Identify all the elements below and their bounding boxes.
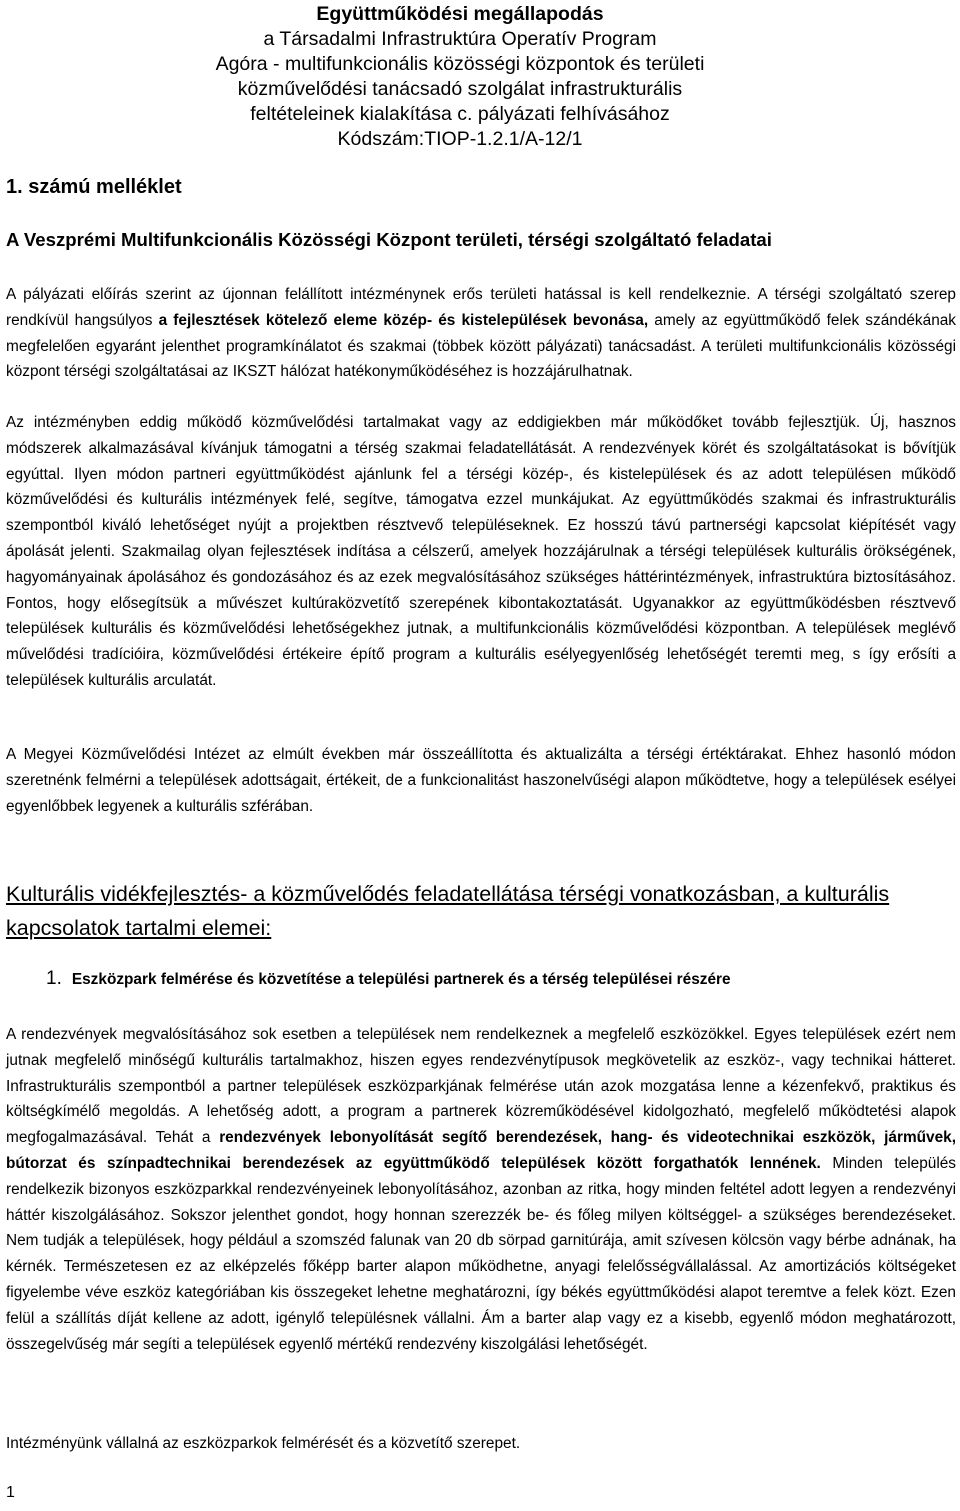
list-item-title: Eszközpark felmérése és közvetítése a települési partnerek és a térség települései részére <box>71 971 731 988</box>
header-line: feltételeinek kialakítása c. pályázati felhívásához <box>250 103 670 125</box>
main-title: A Veszprémi Multifunkcionális Közösségi Központ területi, térségi szolgáltató feladatai <box>6 229 772 250</box>
header-line: Agóra - multifunkcionális közösségi központok és területi <box>215 53 705 75</box>
agreement-title: Együttműködési megállapodás <box>316 3 604 25</box>
development-paragraph: Az intézményben eddig működő közművelődési tartalmakat vagy az eddigiekben már működőket tovább fejlesztjük. Új, hasznos módszerek alkalmazásával kívánjuk támogatni a térség szakmai feladatellátását. A rendezvények körét és szolgáltatásokat is bővítjük egyúttal. Ilyen módon partneri együttműködést ajánlunk fel a térségi közép-, és kistelepülések és az adott településen működő közművelődési és kulturális intézmények felé, segítve, támogatva ezzel munkájukat. Az együttműködés szakmai és infrastrukturális szempontból kiváló lehetőséget nyújt a projektben résztvevő településeknek. Ez hosszú távú partnerségi kapcsolat kiépítését vagy ápolását jelenti. Szakmailag olyan fejlesztések indítása a célszerű, amelyek hozzájárulnak a térségi települések kulturális örökségének, hagyományainak ápolásához és gondozásához és az ezek megvalósításához szükséges háttérintézmények, infrastruktúra biztosításához. Fontos, hogy elősegítsük a művészet kultúraközvetítő szerepének kibontakoztatását. Ugyanakkor az együttműködésben résztvevő települések kulturális és közművelődési lehetőségekhez jutnak, a multifunkcionális közművelődési központban. A települések meglévő művelődési tradícióira, közművelődési értékeire építő program a kulturális esélyegyenlőség lehetőségét teremti meg, s így erősíti a települések kulturális arculatát. <box>6 414 956 689</box>
paragraph-text: A rendezvények megvalósításához sok esetben a települések nem rendelkeznek a megfelelő eszközökkel. Egyes települések ezért nem jutnak megfelelő minőségű kulturális tartalmakhoz, hiszen egyes rendezvénytípusok megkövetelik az eszköz-, vagy technikai hátteret. Infrastrukturális szempontból a partner települések eszközparkjának felmérése után azok mozgatása lenne a kézenfekvő, praktikus és költségkímélő megoldás. A lehetőség adott, a program a partnerek közreműködésével kidolgozható, megfelelő működtetési alapok megfogalmazásával. Tehát a <box>6 1026 956 1147</box>
paragraph-text: Minden település rendelkezik bizonyos eszközparkkal rendezvényeinek lebonyolításához, azonban az ritka, hogy minden feltétel adott legyen a rendezvényi háttér kiszolgálásához. Sokszor jelenthet gondot, hogy honnan szerezzék be- és főleg milyen költséggel- a szükséges berendezéseket. Nem tudják a települések, hogy például a szomszéd falunak van 20 db sörpad garnitúrája, amit szívesen kölcsön vagy bérbe adnának, ha kérnék. Természetesen ez az elképzelés főképp barter alapon működhetne, anyagi felelősségvállalással. Az amortizációs költségeket figyelembe véve eszköz kategóriában kis összegeket lehetne meghatározni, így békés együttműködési alapot teremtve a felek közt. Ezen felül a szállítás díját kellene az adott, igénylő településnek vállalni. Ám a barter alap vagy ez a kisebb, egyenlő módon meghatározott, összegelvűség már segíti a települések egyenlő mértékű rendezvény kiszolgálási lehetőségét. <box>6 1154 956 1353</box>
header-line: a Társadalmi Infrastruktúra Operatív Program <box>263 28 657 50</box>
list-item-number: 1. <box>46 968 62 989</box>
annex-label: 1. számú melléklet <box>6 176 182 198</box>
closing-paragraph: Intézményünk vállalná az eszközparkok felmérését és a közvetítő szerepet. <box>6 1435 521 1452</box>
paragraph-text: A pályázati előírás szerint az újonnan felállított intézménynek erős területi hatással is kell rendelkeznie. A térségi szolgáltató szerep rendkívül hangsúlyos <box>6 286 956 329</box>
page-number: 1 <box>6 1484 15 1501</box>
equipment-paragraph <box>6 1022 956 1357</box>
header-line: közművelődési tanácsadó szolgálat infrastrukturális <box>237 78 683 100</box>
paragraph-bold-text: a fejlesztések kötelező eleme közép- és kistelepülések bevonása, <box>158 311 649 329</box>
header-line: Kódszám:TIOP-1.2.1/A-12/1 <box>337 128 583 150</box>
list-item <box>46 968 946 990</box>
intro-paragraph <box>6 282 956 385</box>
section-title: Kulturális vidékfejlesztés- a közművelődés feladatellátása térségi vonatkozásban, a kulturális kapcsolatok tartalmi elemei: <box>6 882 890 940</box>
paragraph-bold-text: rendezvények lebonyolítását segítő berendezések, hang- és videotechnikai eszközök, járművek, bútorzat és színpadtechnikai berendezések az együttműködő települések között forgathatók lennének. <box>6 1129 956 1172</box>
value-inventory-paragraph: A Megyei Közművelődési Intézet az elmúlt években már összeállította és aktualizálta a térségi értéktárakat. Ehhez hasonló módon szeretnénk felmérni a települések adottságait, értékeit, de a funkcionalitást haszonelvűségi alapon működtetve, hogy a települések esélyei egyenlőbbek legyenek a kulturális szférában. <box>6 746 956 815</box>
paragraph-text: amely az együttműködő felek szándékának megfelelően egyaránt jelenthet programkínálatot és szakmai (többek között pályázati) tanácsadást. A területi multifunkcionális közösségi központ térségi szolgáltatásai az IKSZT hálózat hatékonyműködéséhez is hozzájárulhatnak. <box>6 311 957 381</box>
